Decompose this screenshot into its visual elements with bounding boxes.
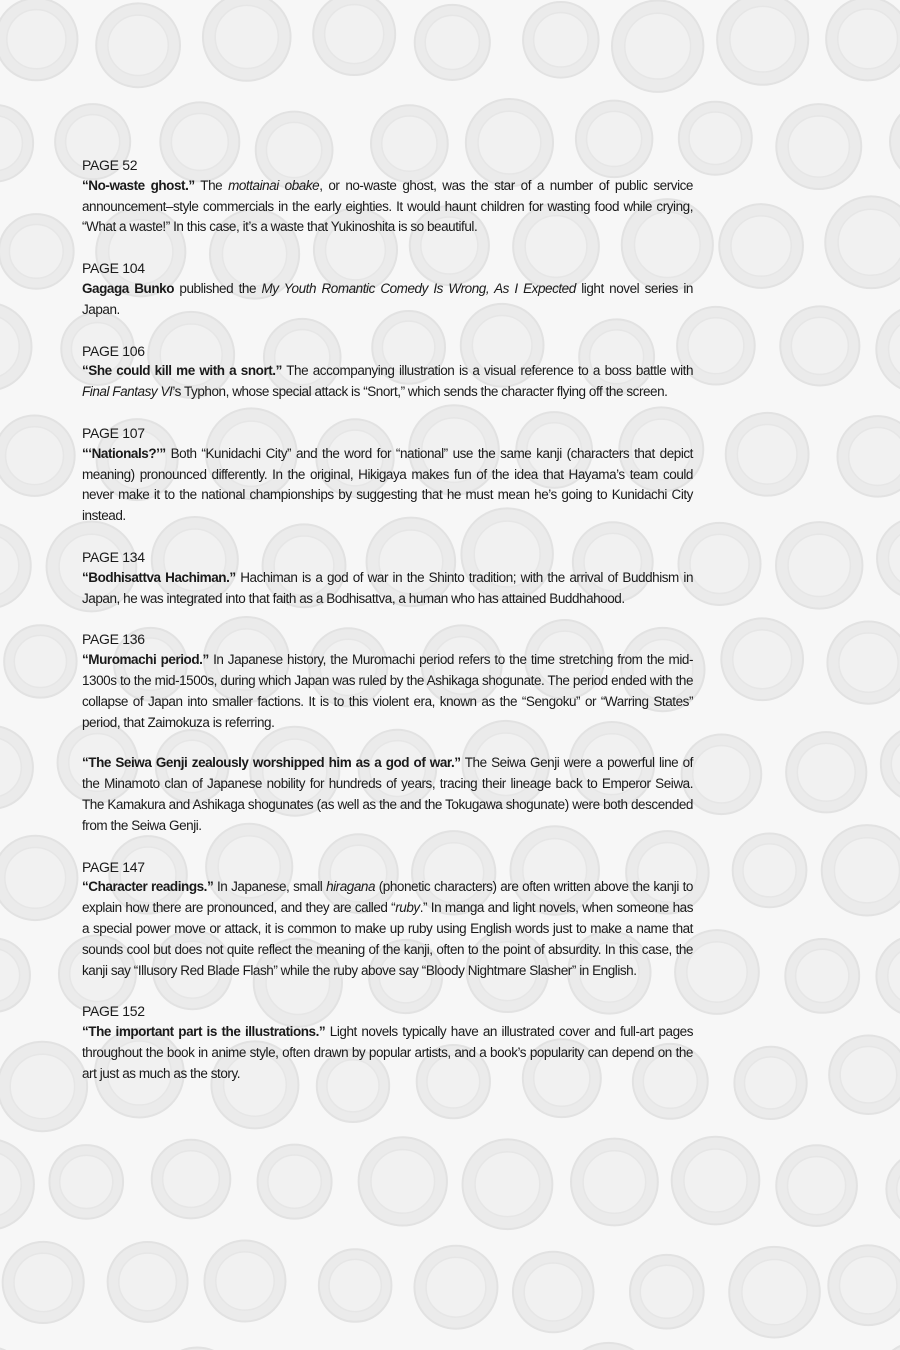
italic-term: mottainai obake — [228, 177, 320, 193]
note-paragraph — [82, 444, 693, 527]
note-term: “The Seiwa Genji zealously worshipped him as a god of war.” — [82, 755, 461, 771]
note-entry — [82, 258, 693, 320]
dot-decoration — [203, 0, 291, 81]
note-text: In Japanese, small — [213, 879, 327, 895]
note-entry — [82, 423, 693, 527]
note-text: The accompanying illustration is a visual reference to a boss battle with — [281, 363, 693, 379]
note-entry — [82, 341, 693, 403]
dot-decoration — [96, 3, 180, 87]
dot-decoration — [682, 734, 762, 814]
dot-decoration — [414, 1246, 497, 1329]
dot-decoration — [829, 1035, 900, 1114]
note-entry — [82, 1001, 693, 1084]
dot-decoration — [359, 1137, 447, 1225]
dot-decoration — [0, 303, 31, 391]
dot-decoration — [826, 0, 900, 80]
translation-notes — [82, 155, 693, 1104]
dot-decoration — [313, 0, 395, 75]
note-text: Hachiman is a god of war in the Shinto tradition; with the arrival of Buddhism in Japan, he was integrated into that faith as a Bodhisattva, a human who has attained Buddhahood. — [82, 569, 693, 606]
note-term: Gagaga Bunko — [82, 280, 174, 296]
dot-decoration — [108, 1242, 188, 1322]
dot-decoration — [822, 825, 900, 915]
dot-decoration — [780, 306, 859, 385]
dot-decoration — [875, 1342, 900, 1350]
note-paragraph — [82, 877, 693, 981]
note-entry — [82, 629, 693, 836]
page-reference: PAGE 106 — [82, 342, 145, 359]
note-text: In Japanese history, the Muromachi period refers to the time stretching from the mid-1300s to the mid-1500s, during which Japan was ruled by the Ashikaga shogunate. The period ended with the collapse of Japan into smaller factions. It is to this violent era, known as the “Sengoku” or “Warring States” period, that Zaimokuza is referring. — [82, 652, 693, 730]
note-entry — [82, 857, 693, 982]
italic-term: ruby — [395, 900, 420, 916]
page-reference: PAGE 152 — [82, 1003, 145, 1020]
dot-decoration — [828, 1245, 900, 1325]
note-term: “Character readings.” — [82, 879, 214, 895]
page-reference: PAGE 107 — [82, 424, 145, 441]
dot-decoration — [0, 214, 74, 289]
note-term: “She could kill me with a snort.” — [82, 363, 282, 379]
dot-decoration — [571, 1139, 658, 1226]
italic-term: My Youth Romantic Comedy Is Wrong, As I Expected — [261, 280, 576, 296]
note-entry — [82, 547, 693, 609]
note-text: (phonetic characters) are often written above the kanji to explain how there are pronounced, and they are called “ — [82, 879, 693, 916]
note-term: “Muromachi period.” — [82, 652, 209, 668]
note-text: ’s Typhon, whose special attack is “Snort,” which sends the character flying off the screen. — [172, 384, 668, 400]
page-reference: PAGE 147 — [82, 858, 145, 875]
note-text: , or no-waste ghost, was the star of a number of public service announcement–style commercials in the early eighties. It would haunt children for wasting food while crying, “What a waste!” In this case, it’s a waste that Yukinoshita is so beautiful. — [82, 177, 693, 235]
dot-decoration — [513, 1252, 594, 1333]
dot-decoration — [463, 1139, 553, 1229]
dot-decoration — [733, 834, 807, 908]
note-paragraph — [82, 568, 693, 610]
dot-decoration — [523, 2, 599, 78]
italic-term: hiragana — [326, 879, 376, 895]
dot-decoration — [672, 1137, 760, 1225]
dot-decoration — [825, 196, 900, 288]
dot-decoration — [258, 1145, 332, 1219]
dot-decoration — [726, 413, 809, 496]
note-paragraph — [82, 753, 693, 836]
note-paragraph — [82, 279, 693, 321]
dot-decoration — [4, 625, 76, 697]
dot-decoration — [881, 727, 900, 802]
note-text: The Seiwa Genji were a powerful line of the Minamoto clan of Japanese nobility for hundreds of years, tracing their lineage back to Emperor Seiwa. The Kamakura and Ashikaga shogunates (as well as the and the Tokugawa shogunate) were both descended from the Seiwa Genji. — [82, 755, 693, 833]
dot-decoration — [719, 204, 803, 288]
dot-decoration — [204, 1240, 285, 1321]
dot-decoration — [776, 1145, 857, 1226]
dot-decoration — [827, 622, 900, 704]
page-reference: PAGE 104 — [82, 260, 145, 277]
dot-decoration — [152, 1140, 231, 1219]
dot-decoration — [415, 5, 490, 80]
italic-term: Final Fantasy VI — [82, 384, 173, 400]
note-text: Both “Kunidachi City” and the word for “national” use the same kanji (characters that depict meaning) pronounced differently. In the original, Hikigaya makes fun of the idea that Hayama’s team could never make it to the national championships by suggesting that he must mean he’s going to Kunidachi City instead. — [82, 445, 693, 524]
note-paragraph — [82, 1022, 693, 1084]
note-paragraph — [82, 650, 693, 733]
dot-decoration — [0, 523, 31, 609]
dot-decoration — [3, 1242, 84, 1323]
dot-decoration — [890, 101, 900, 182]
dot-decoration — [776, 522, 862, 608]
dot-decoration — [776, 104, 861, 189]
dot-decoration — [0, 836, 77, 920]
dot-decoration — [0, 105, 33, 182]
note-term: “‘Nationals?’” — [82, 445, 166, 461]
note-term: “Bodhisattva Hachiman.” — [82, 569, 236, 585]
dot-decoration — [786, 732, 866, 812]
page-reference: PAGE 134 — [82, 548, 145, 565]
note-text: Light novels typically have an illustrated cover and full-art pages throughout the book in anime style, often drawn by popular artists, and a book’s popularity can depend on the art just as much as the story. — [82, 1024, 693, 1081]
page-reference: PAGE 52 — [82, 157, 138, 173]
dot-decoration — [785, 939, 859, 1013]
note-text: published the — [174, 280, 262, 296]
dot-decoration — [0, 416, 75, 496]
note-text: .” In manga and light novels, when someone has a special power move or attack, it is common to make up ruby using English words just to make a name that sounds cool but does not quite reflect the meaning of the kanji, often to the point of absurdity. In this case, the kanji say “Illusory Red Blade Flash” while the ruby above say “Bloody Nightmare Slasher” in English. — [82, 900, 693, 978]
dot-decoration — [876, 935, 900, 1016]
note-text: light novel series in Japan. — [82, 280, 693, 317]
dot-decoration — [0, 1139, 34, 1230]
dot-decoration — [837, 416, 900, 496]
dot-decoration — [0, 0, 77, 80]
dot-decoration — [876, 305, 900, 393]
note-text: The — [194, 177, 229, 193]
dot-decoration — [49, 1145, 123, 1219]
dot-decoration — [877, 517, 900, 598]
dot-decoration — [563, 1343, 654, 1350]
dot-decoration — [721, 618, 803, 700]
note-term: “The important part is the illustrations.” — [82, 1024, 326, 1040]
dot-decoration — [630, 1255, 704, 1329]
note-paragraph — [82, 361, 693, 403]
note-entry — [82, 155, 693, 238]
dot-decoration — [717, 0, 808, 85]
note-term: “No-waste ghost.” — [82, 177, 195, 193]
dot-decoration — [734, 1047, 806, 1119]
dot-decoration — [729, 1247, 820, 1338]
dot-decoration — [886, 1152, 900, 1226]
dot-decoration — [0, 938, 30, 1012]
note-paragraph — [82, 176, 693, 238]
page-reference: PAGE 136 — [82, 631, 145, 648]
dot-decoration — [0, 1346, 31, 1350]
dot-decoration — [0, 1042, 87, 1131]
dot-decoration — [0, 726, 33, 809]
dot-decoration — [319, 1249, 392, 1322]
dot-decoration — [612, 0, 703, 91]
